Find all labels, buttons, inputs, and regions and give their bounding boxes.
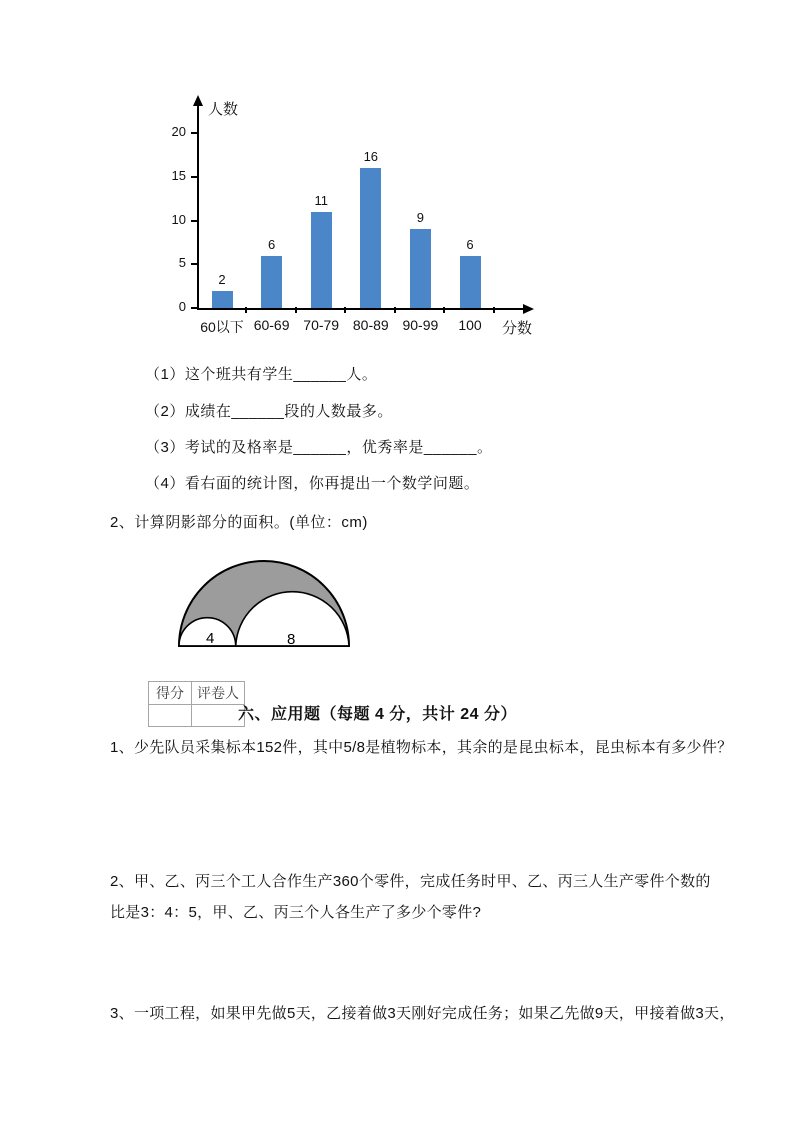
x-axis-title: 分数 bbox=[502, 320, 533, 337]
semicircle-figure bbox=[170, 550, 430, 650]
stat-question-3: （3）考试的及格率是______，优秀率是______。 bbox=[145, 439, 493, 456]
y-axis-tick-label: 10 bbox=[171, 211, 186, 227]
bar bbox=[460, 256, 481, 309]
grader-header-cell: 评卷人 bbox=[192, 682, 245, 705]
y-axis-tick bbox=[191, 307, 197, 309]
app-question-3 bbox=[110, 998, 735, 1029]
y-axis-tick-label: 5 bbox=[178, 255, 186, 271]
x-axis-tick bbox=[394, 307, 396, 313]
bar bbox=[360, 168, 381, 308]
question-line: 2、甲、乙、丙三个工人合作生产360个零件，完成任务时甲、乙、丙三人生产零件个数的 bbox=[110, 873, 711, 890]
y-axis-title: 人数 bbox=[208, 101, 239, 118]
y-axis-tick-label: 0 bbox=[178, 299, 186, 314]
bar-value-label: 6 bbox=[466, 236, 474, 252]
y-axis-tick bbox=[191, 132, 197, 134]
x-category-label: 100 bbox=[458, 317, 482, 333]
section-header: 六、应用题（每题 4 分，共计 24 分） bbox=[238, 706, 517, 723]
x-category-label: 60以下 bbox=[200, 319, 244, 335]
bar-value-label: 6 bbox=[267, 236, 276, 252]
y-axis-tick bbox=[191, 263, 197, 265]
stat-question-1: （1）这个班共有学生______人。 bbox=[145, 366, 378, 383]
question-line: 比是3：4：5，甲、乙、丙三个人各生产了多少个零件? bbox=[110, 904, 482, 921]
bar-value-label: 11 bbox=[314, 192, 328, 208]
app-question-1 bbox=[110, 732, 732, 763]
question-line: 1、少先队员采集标本152件，其中5/8是植物标本，其余的是昆虫标本，昆虫标本有多少件？ bbox=[110, 739, 733, 756]
table-row bbox=[149, 682, 245, 705]
stat-question-2: （2）成绩在______段的人数最多。 bbox=[145, 403, 393, 420]
question-line: 3、一项工程，如果甲先做5天，乙接着做3天刚好完成任务；如果乙先做9天，甲接着做3天， bbox=[110, 1005, 735, 1022]
x-category-label: 60-69 bbox=[253, 317, 290, 333]
y-axis-line bbox=[197, 105, 199, 309]
y-axis-tick-label: 15 bbox=[171, 167, 186, 183]
x-category-label: 90-99 bbox=[402, 317, 439, 333]
bar-value-label: 2 bbox=[218, 271, 226, 287]
bar bbox=[311, 212, 332, 308]
x-axis-tick bbox=[493, 307, 495, 313]
score-value-cell bbox=[149, 705, 192, 727]
bar-value-label: 9 bbox=[416, 210, 424, 226]
score-table bbox=[148, 681, 245, 727]
bar-value-label: 16 bbox=[363, 149, 379, 164]
y-axis-tick-label: 20 bbox=[171, 124, 186, 139]
y-axis-tick bbox=[191, 220, 197, 222]
large-diameter-label: 8 bbox=[287, 631, 296, 648]
small-diameter-label: 4 bbox=[206, 630, 215, 647]
bar bbox=[212, 291, 233, 309]
x-axis-tick bbox=[443, 307, 445, 313]
x-category-label: 70-79 bbox=[303, 317, 340, 333]
bar bbox=[410, 229, 431, 308]
bar bbox=[261, 256, 282, 309]
x-axis-arrow-icon bbox=[523, 304, 534, 314]
x-axis-tick bbox=[245, 307, 247, 313]
score-distribution-bar-chart bbox=[150, 95, 570, 355]
shaded-area-question-label: 2、计算阴影部分的面积。(单位：cm) bbox=[110, 514, 368, 531]
score-header-cell: 得分 bbox=[149, 682, 192, 705]
app-question-2 bbox=[110, 866, 711, 928]
y-axis-tick bbox=[191, 176, 197, 178]
stat-question-4: （4）看右面的统计图，你再提出一个数学问题。 bbox=[145, 475, 480, 492]
grader-value-cell bbox=[192, 705, 245, 727]
x-axis-tick bbox=[344, 307, 346, 313]
table-row bbox=[149, 705, 245, 727]
x-category-label: 80-89 bbox=[352, 317, 389, 333]
x-axis-tick bbox=[295, 307, 297, 313]
